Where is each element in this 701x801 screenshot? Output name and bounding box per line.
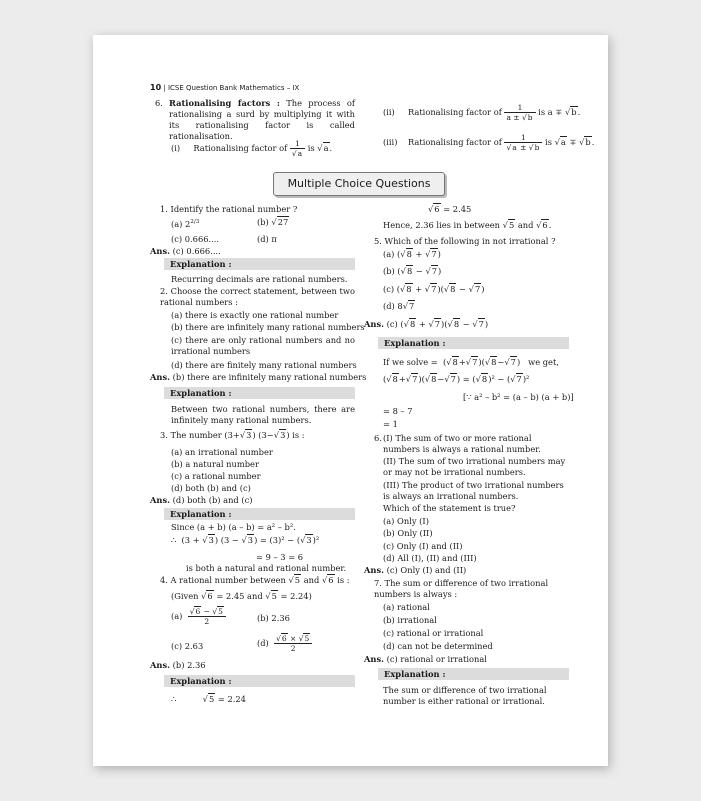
explanation-5-line2: (√8+√7)(√8−√7) = (√8)² − (√7)² — [383, 374, 530, 384]
intro-text: The process of rationalising a surd by multiplying it with its rationalising factor is called rationalisation. — [169, 98, 355, 141]
explanation-3-since: Since (a + b) (a – b) = a² – b². — [171, 522, 296, 532]
item-label: (i) — [171, 143, 181, 153]
option-label: (a) — [383, 249, 395, 259]
given-value-1: = 2.45 and — [216, 591, 263, 601]
q7-option-c: (c) rational or irrational — [383, 628, 484, 638]
question-end: is : — [292, 430, 305, 440]
question-7: 7. The sum or difference of two irrational numbers is always : — [374, 578, 549, 599]
question-2: 2. Choose the correct statement, between two rational numbers : — [160, 286, 355, 307]
item-text: Rationalising factor of — [407, 107, 502, 117]
explanation-7: The sum or difference of two irrational number is either rational or irrational. — [383, 685, 547, 706]
answer-label: Ans. — [364, 565, 385, 575]
explanation-header: Explanation : — [378, 337, 569, 349]
continued-conclusion: Hence, 2.36 lies in between √5 and √6. — [383, 220, 552, 230]
page-number: 10 — [150, 83, 162, 92]
intro-item-ii: (ii) Rationalising factor of $\frac{1}{a \pm √b}$ is a ∓ √b. — [383, 103, 581, 122]
q4-option-d — [257, 634, 312, 653]
q2-option-c: (c) there are only rational numbers and no irrational numbers — [171, 335, 355, 356]
explanation-3-result: = 9 – 3 = 6 — [256, 552, 304, 562]
item-text: Rationalising factor of — [408, 137, 502, 147]
explanation-value: = 2.24 — [217, 694, 246, 704]
question-text: 3. The number — [160, 430, 222, 440]
intro-item-i: (i) Rationalising factor of $\frac{1}{√a}$ is √a. — [171, 139, 333, 158]
q1-option-b: (b) √27 — [257, 217, 289, 227]
explanation-header: Explanation : — [164, 508, 355, 520]
explanation-5-line4: = 1 — [383, 419, 398, 429]
explanation-1: Recurring decimals are rational numbers. — [171, 274, 348, 284]
question-5: 5. Which of the following in not irrational ? — [374, 236, 556, 246]
intro-heading: Rationalising factors : — [169, 98, 280, 108]
answer-text: (c) Only (I) and (II) — [386, 565, 467, 575]
intro-item-iii: (iii) Rationalising factor of $\frac{1}{√a \pm √b}$ is √a ∓ √b. — [383, 133, 595, 152]
q6-statement-2: (II) The sum of two irrational numbers may or may not be irrational numbers. — [383, 456, 566, 477]
intro-number: 6. — [155, 98, 163, 108]
option-label: (d) 8 — [383, 301, 403, 311]
option-text: (b) — [257, 217, 269, 227]
answer-text: (d) both (b) and (c) — [172, 495, 253, 505]
answer-1 — [150, 246, 221, 257]
explanation-4: ∴ √5 = 2.24 — [171, 694, 246, 704]
q2-option-b: (b) there are infinitely many rational numbers — [171, 322, 365, 332]
q1-option-a — [171, 217, 199, 230]
answer-label: Ans. — [150, 372, 171, 382]
continued-value: √6 = 2.45 — [428, 204, 472, 214]
item-is: is — [545, 137, 552, 147]
answer-text: (b) there are infinitely many rational numbers — [172, 372, 367, 382]
q5-option-d: (d) 8√7 — [383, 301, 415, 311]
page-header — [150, 83, 299, 92]
explanation-header: Explanation : — [164, 387, 355, 399]
explanation-3-work: ∴ (3 + √3) (3 − √3) = (3)² − (√3)² — [171, 535, 320, 545]
question-and: and — [303, 575, 320, 585]
explanation-text: If we solve = — [383, 357, 438, 367]
answer-label: Ans. — [364, 654, 385, 664]
answer-3 — [150, 495, 253, 506]
q6-option-d: (d) All (I), (II) and (III) — [383, 553, 477, 563]
option-label: (d) — [257, 638, 269, 648]
q6-question: Which of the statement is true? — [383, 503, 516, 513]
explanation-5-line1: If we solve = (√8+√7)(√8−√7) we get, — [383, 357, 559, 367]
q5-option-a: (a) (√8 + √7) — [383, 249, 441, 259]
value-text: = 2.45 — [443, 204, 472, 214]
q4-given: (Given √6 = 2.45 and √5 = 2.24) — [171, 591, 312, 601]
q6-statement-1: (I) The sum of two or more rational numbers is always a rational number. — [383, 433, 541, 454]
fraction: $\frac{1}{a \pm √b}$ — [504, 103, 535, 122]
item-text: Rationalising factor of — [193, 143, 288, 153]
explanation-5-line3: = 8 – 7 — [383, 406, 413, 416]
question-1: 1. Identify the rational number ? — [160, 204, 298, 214]
question-3: 3. The number (3+√3) (3−√3) is : — [160, 430, 305, 440]
radicand: 27 — [277, 217, 289, 227]
conclusion-text: Hence, 2.36 lies in between — [383, 220, 500, 230]
question-end: is : — [337, 575, 350, 585]
q3-option-a: (a) an irrational number — [171, 447, 273, 457]
conclusion-and: and — [517, 220, 534, 230]
answer-7 — [364, 654, 487, 665]
q6-option-b: (b) Only (II) — [383, 528, 433, 538]
fraction: $\frac{1}{√a}$ — [290, 139, 305, 158]
given-value-2: = 2.24) — [280, 591, 312, 601]
answer-label: Ans. — [364, 319, 385, 329]
answer-2 — [150, 372, 366, 383]
intro-definition — [169, 98, 355, 142]
answer-text: (c) — [386, 319, 398, 329]
item-is: is — [538, 107, 546, 117]
option-label: (b) — [383, 266, 395, 276]
item-label: (ii) — [383, 107, 395, 117]
option-label: (c) — [383, 284, 395, 294]
question-4: 4. A rational number between √5 and √6 is : — [160, 575, 350, 585]
header-divider: | — [163, 84, 168, 92]
q1-option-d: (d) π — [257, 234, 277, 244]
answer-6 — [364, 565, 466, 576]
answer-4 — [150, 660, 206, 671]
fraction: $\frac{1}{√a \pm √b}$ — [504, 133, 542, 152]
question-text: 4. A rational number between — [160, 575, 286, 585]
section-banner: Multiple Choice Questions — [273, 172, 445, 196]
q3-option-b: (b) a natural number — [171, 459, 259, 469]
option-label: (a) — [171, 611, 183, 621]
explanation-header: Explanation : — [378, 668, 569, 680]
q7-option-b: (b) irrational — [383, 615, 437, 625]
q4-option-b: (b) 2.36 — [257, 613, 290, 623]
answer-5: Ans. (c) (√8 + √7)(√8 − √7) — [364, 319, 489, 329]
q1-option-c: (c) 0.666.... — [171, 234, 220, 244]
exponent: 2/3 — [190, 219, 200, 225]
answer-text: (b) 2.36 — [172, 660, 206, 670]
q5-option-b: (b) (√8 − √7) — [383, 266, 442, 276]
explanation-header: Explanation : — [164, 675, 355, 687]
book-title: ICSE Question Bank Mathematics – IX — [167, 84, 300, 92]
q2-option-a: (a) there is exactly one rational number — [171, 310, 339, 320]
q4-option-a — [171, 607, 226, 626]
question-6-number: 6. — [374, 433, 382, 443]
fraction: $\frac{√6 \times √5}{2}$ — [274, 634, 312, 653]
q7-option-a: (a) rational — [383, 602, 430, 612]
fraction: $\frac{√6 - √5}{2}$ — [188, 607, 226, 626]
explanation-2: Between two rational numbers, there are infinitely many rational numbers. — [171, 404, 355, 425]
q6-option-a: (a) Only (I) — [383, 516, 429, 526]
option-text: (a) 2 — [171, 218, 191, 229]
q7-option-d: (d) can not be determined — [383, 641, 493, 651]
q6-statement-3: (III) The product of two irrational numbers is always an irrational numbers. — [383, 480, 564, 501]
q6-option-c: (c) Only (I) and (II) — [383, 541, 463, 551]
answer-label: Ans. — [150, 660, 171, 670]
answer-text: (c) 0.666.... — [172, 246, 221, 256]
item-label: (iii) — [383, 137, 398, 147]
q3-option-d: (d) both (b) and (c) — [171, 483, 251, 493]
explanation-3-end: is both a natural and rational number. — [186, 563, 347, 573]
q5-option-c: (c) (√8 + √7)(√8 − √7) — [383, 284, 485, 294]
explanation-5-identity: [∵ a² – b² = (a – b) (a + b)] — [463, 392, 574, 402]
book-page — [93, 35, 608, 766]
explanation-header: Explanation : — [164, 258, 355, 270]
explanation-end: we get, — [528, 357, 559, 367]
answer-label: Ans. — [150, 495, 171, 505]
q4-option-c: (c) 2.63 — [171, 641, 204, 651]
given-label: (Given — [171, 591, 199, 601]
q3-option-c: (c) a rational number — [171, 471, 261, 481]
item-is: is — [307, 143, 315, 153]
answer-label: Ans. — [150, 246, 171, 256]
answer-text: (c) rational or irrational — [386, 654, 487, 664]
q2-option-d: (d) there are finitely many rational numbers — [171, 360, 357, 370]
